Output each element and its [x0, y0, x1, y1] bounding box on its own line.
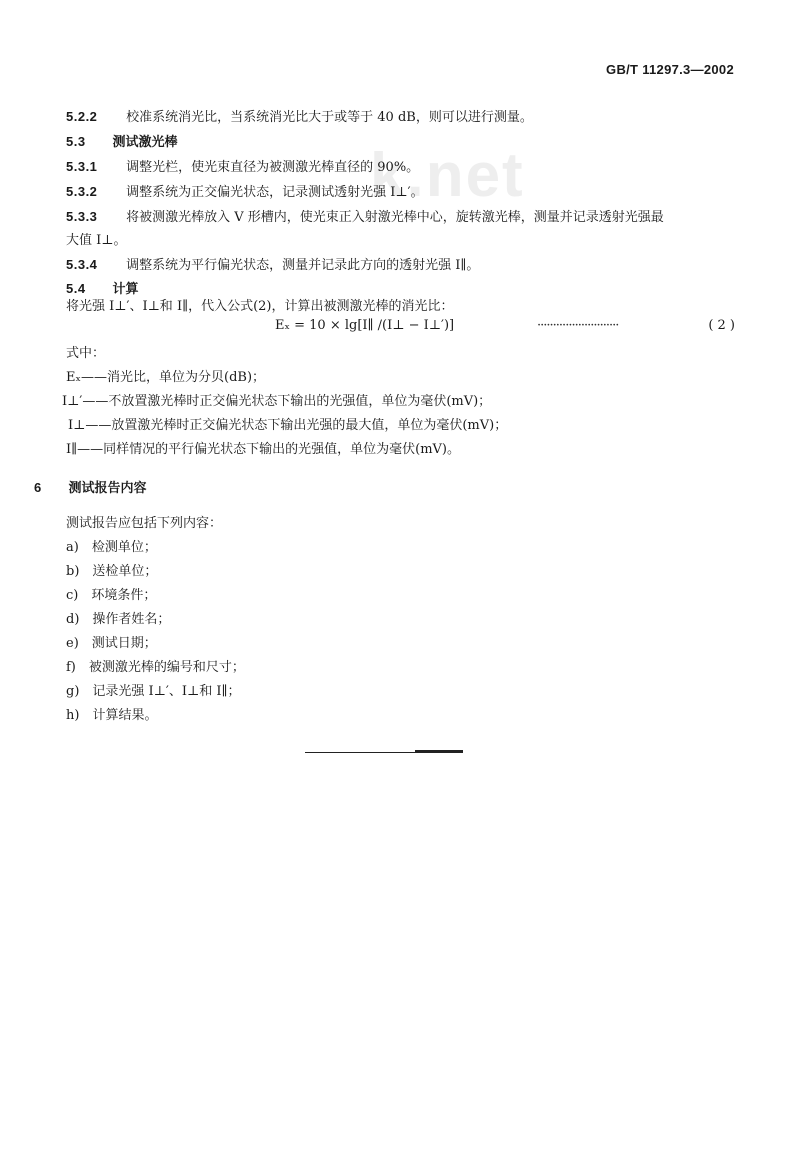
clause-title: 测试激光棒: [112, 135, 178, 150]
formula-leader-dots: ··························: [537, 318, 619, 333]
clause-text: 调整系统为平行偏光状态，测量并记录此方向的透射光强 I∥。: [126, 258, 480, 273]
clause-5-3-2: [66, 183, 424, 202]
clause-5-3: [66, 133, 178, 152]
report-item-d: d) 操作者姓名；: [66, 612, 171, 627]
clause-5-3-3: [66, 208, 664, 227]
clause-number: 5.3.3: [66, 209, 98, 224]
report-intro: 测试报告应包括下列内容：: [66, 516, 223, 531]
clause-text: 校准系统消光比，当系统消光比大于或等于 40 dB，则可以进行测量。: [126, 110, 533, 125]
clause-5-3-4: [66, 256, 479, 275]
clause-5-3-3-continued: 大值 I⊥。: [66, 233, 127, 248]
watermark: k.net: [370, 141, 525, 210]
clause-text: 调整系统为正交偏光状态，记录测试透射光强 I⊥′。: [126, 185, 424, 200]
calc-intro: 将光强 I⊥′、I⊥和 I∥，代入公式(2)，计算出被测激光棒的消光比：: [66, 299, 454, 314]
where-label: 式中：: [66, 346, 106, 361]
clause-number: 5.3.1: [66, 159, 98, 174]
clause-number: 5.3.4: [66, 257, 98, 272]
report-item-f: f) 被测激光棒的编号和尺寸；: [66, 660, 245, 675]
formula-expression: Eₓ = 10 × lg[I∥ /(I⊥ − I⊥′)]: [275, 318, 455, 333]
equation-number: ( 2 ): [708, 318, 735, 333]
definition-i-perp: I⊥——放置激光棒时正交偏光状态下输出光强的最大值，单位为毫伏(mV)；: [68, 418, 508, 433]
clause-text: 将被测激光棒放入 V 形槽内，使光束正入射激光棒中心，旋转激光棒，测量并记录透射光强最: [126, 210, 664, 225]
report-item-g: g) 记录光强 I⊥′、I⊥和 I∥；: [66, 684, 241, 699]
report-item-b: b) 送检单位；: [66, 564, 158, 579]
clause-number: 5.3: [66, 134, 86, 149]
clause-number: 5.2.2: [66, 109, 98, 124]
clause-5-3-1: [66, 158, 419, 177]
clause-title: 计算: [112, 282, 139, 297]
definition-i-parallel: I∥——同样情况的平行偏光状态下输出的光强值，单位为毫伏(mV)。: [66, 442, 460, 457]
clause-number: 5.3.2: [66, 184, 98, 199]
report-item-a: a) 检测单位；: [66, 540, 157, 555]
report-item-h: h) 计算结果。: [66, 708, 158, 723]
clause-number: 5.4: [66, 281, 86, 296]
definition-ex: Eₓ——消光比，单位为分贝(dB)；: [66, 370, 266, 385]
section-number: 6: [34, 480, 42, 495]
section-6: [34, 479, 147, 498]
report-item-c: c) 环境条件；: [66, 588, 157, 603]
report-item-e: e) 测试日期；: [66, 636, 157, 651]
end-rule-accent: [415, 750, 463, 753]
clause-5-4: [66, 280, 139, 299]
definition-i-perp-prime: I⊥′——不放置激光棒时正交偏光状态下输出的光强值，单位为毫伏(mV)；: [62, 394, 492, 409]
formula: [275, 318, 735, 338]
clause-5-2-2: [66, 108, 533, 127]
clause-text: 调整光栏，使光束直径为被测激光棒直径的 90%。: [126, 160, 420, 175]
section-title: 测试报告内容: [68, 481, 147, 496]
standard-code: GB/T 11297.3—2002: [606, 62, 734, 77]
